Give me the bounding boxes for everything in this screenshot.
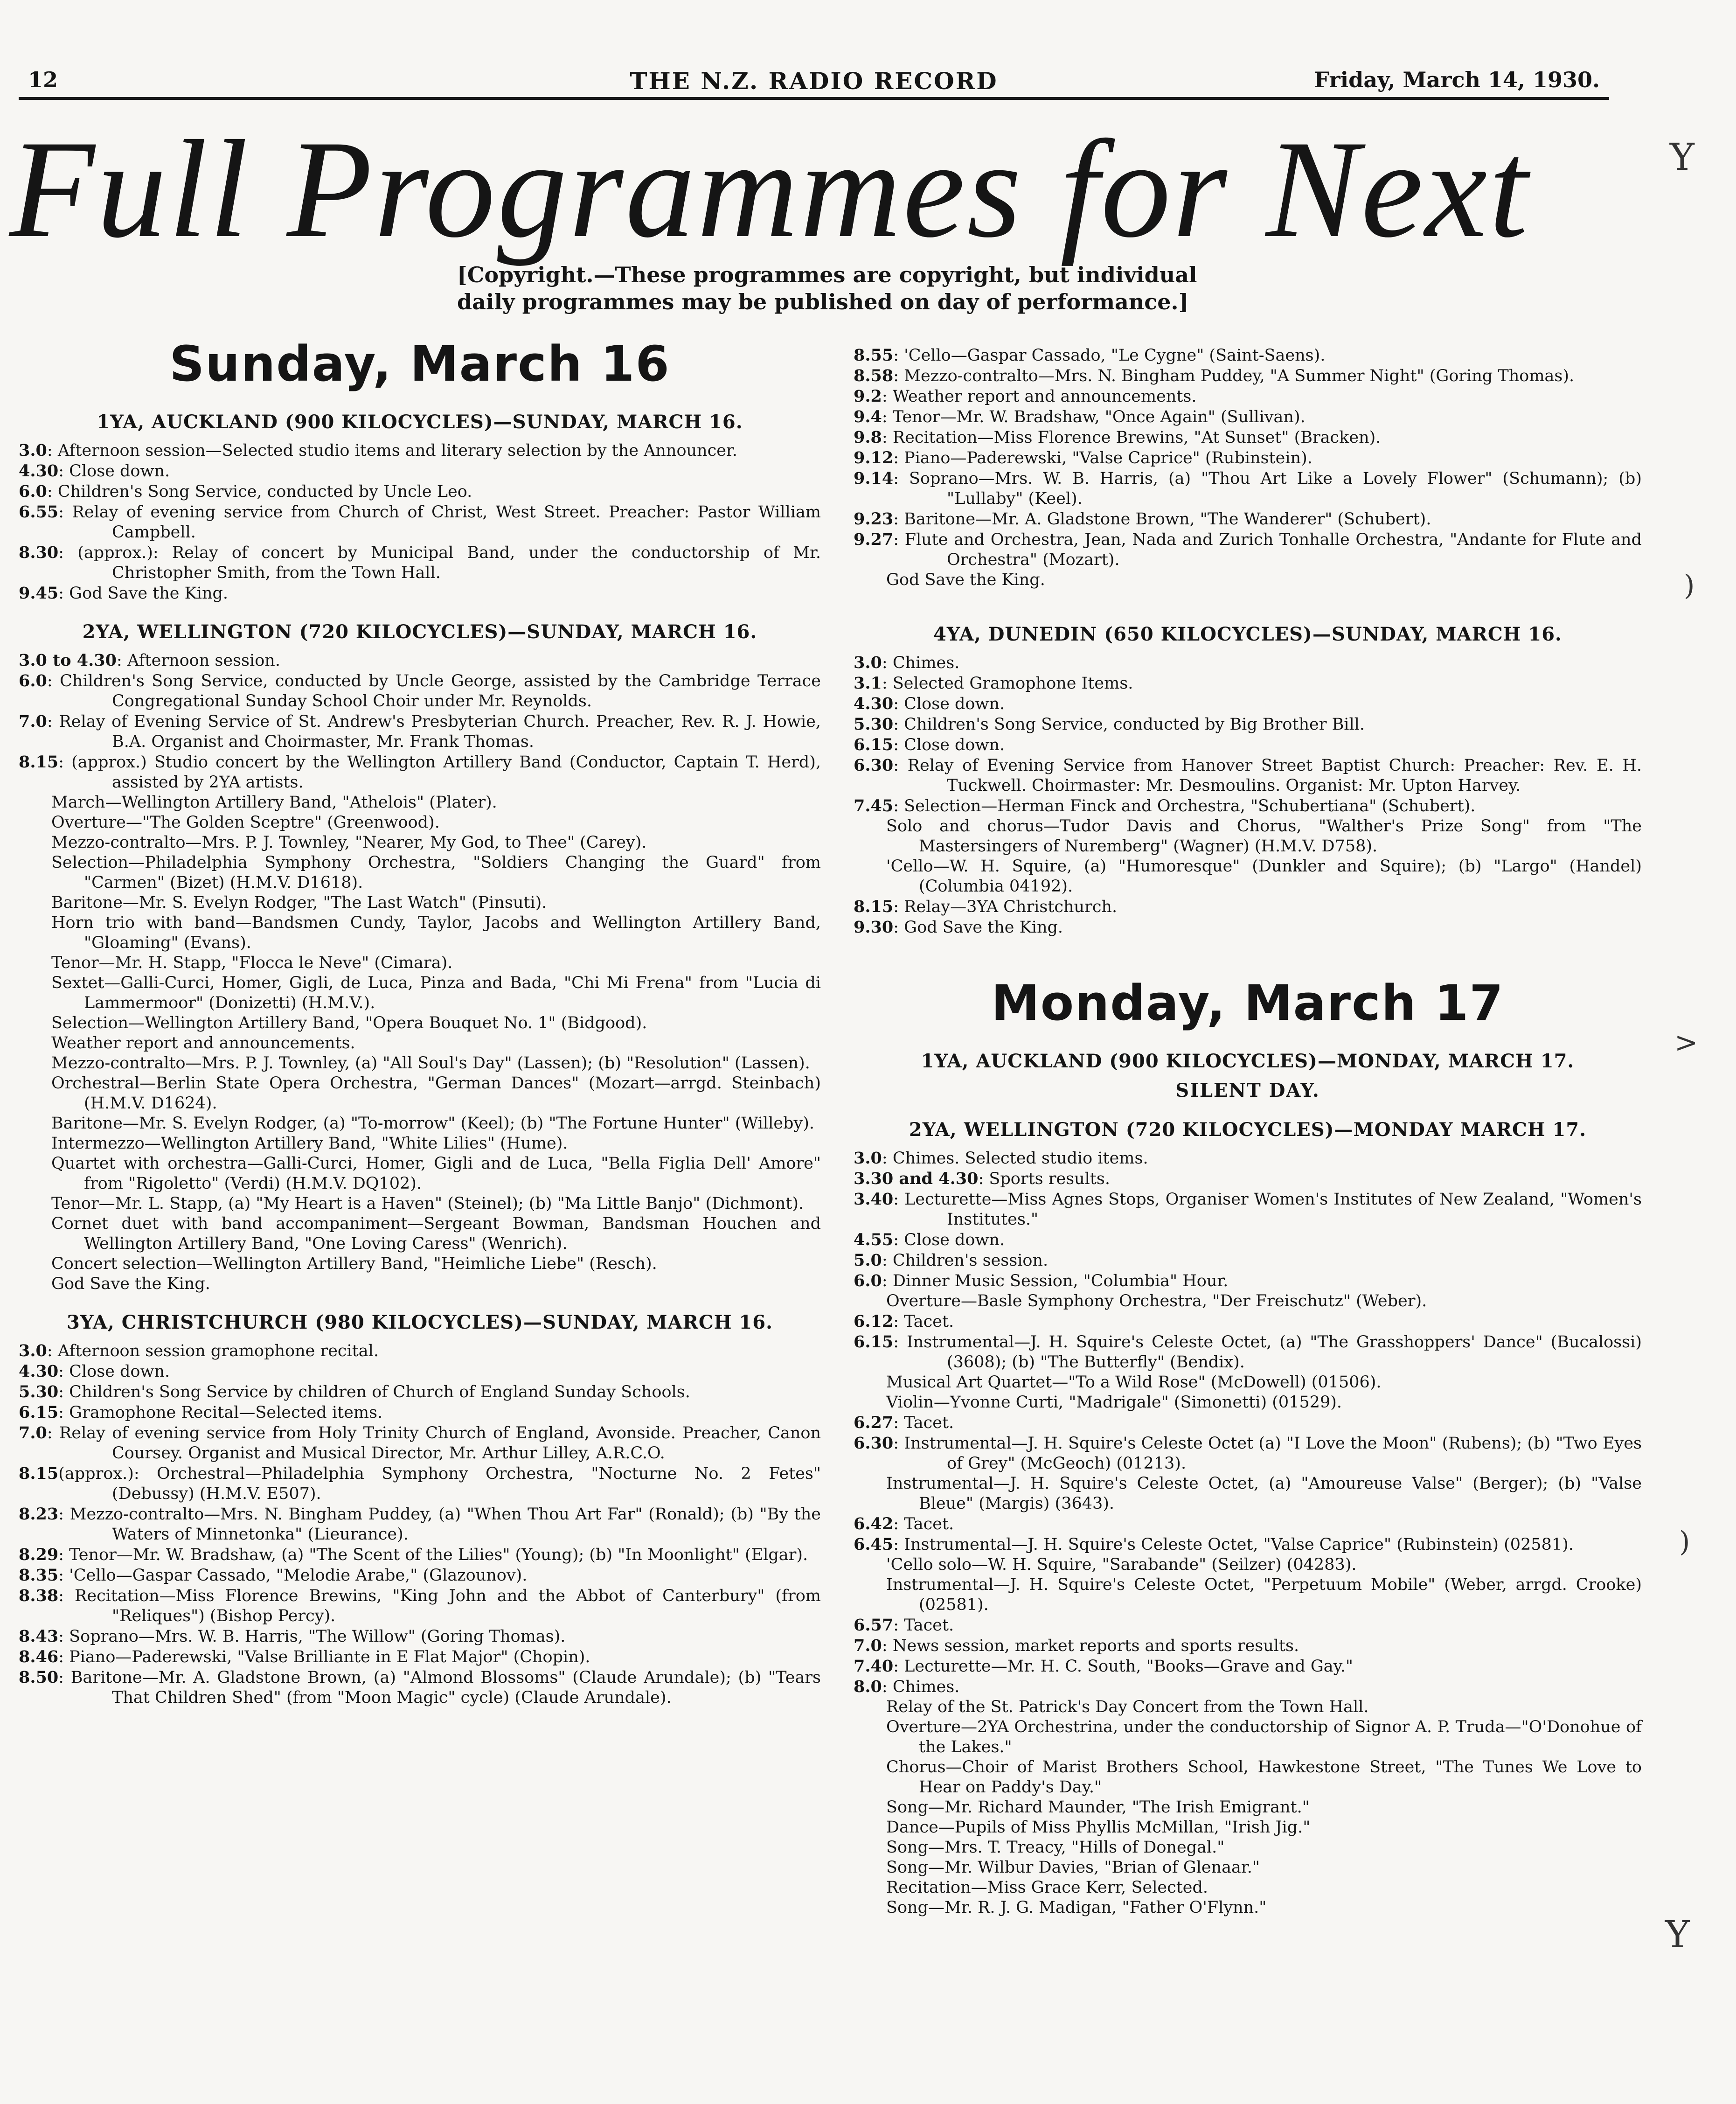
programme-item	[19, 913, 821, 953]
programme-text: : Relay—3YA Christchurch.	[893, 898, 1118, 916]
programme-text: Orchestral—Berlin State Opera Orchestra, "German Dances" (Mozart—arrgd. Steinbach) (H.M.V. D1624).	[51, 1074, 821, 1113]
programme-item	[19, 1274, 821, 1294]
sunday-heading: Sunday, March 16	[169, 335, 670, 392]
programme-text: Selection—Wellington Artillery Band, "Opera Bouquet No. 1" (Bidgood).	[51, 1014, 647, 1032]
programme-text: March—Wellington Artillery Band, "Athelois" (Plater).	[51, 793, 497, 812]
programme-item	[854, 468, 1642, 509]
programme-item	[19, 1073, 821, 1114]
programme-text: : Mezzo-contralto—Mrs. N. Bingham Puddey, "A Summer Night" (Goring Thomas).	[893, 367, 1575, 385]
programme-item	[854, 386, 1642, 407]
programme-text: Musical Art Quartet—"To a Wild Rose" (McDowell) (01506).	[886, 1373, 1382, 1392]
programme-item	[19, 1154, 821, 1194]
programme-time: 9.27	[854, 530, 894, 549]
programme-time: 3.30 and 4.30	[854, 1169, 979, 1188]
programme-text: : (approx.) Studio concert by the Wellington Artillery Band (Conductor, Captain T. Herd), assisted by 2YA artists.	[58, 753, 821, 792]
programme-text: Dance—Pupils of Miss Phyllis McMillan, "Irish Jig."	[886, 1818, 1311, 1837]
programme-time: 3.0 to 4.30	[19, 651, 117, 670]
programme-item	[19, 502, 821, 543]
programme-time: 8.15	[19, 752, 59, 772]
programme-item	[854, 1818, 1642, 1838]
programme-item	[854, 1372, 1642, 1393]
programme-time: 9.4	[854, 407, 882, 426]
programme-item	[19, 650, 821, 671]
programme-item	[854, 653, 1642, 673]
programme-time: 9.2	[854, 387, 882, 406]
programme-item	[854, 694, 1642, 714]
programme-item	[19, 1402, 821, 1423]
programme-text: : Flute and Orchestra, Jean, Nada and Zurich Tonhalle Orchestra, "Andante for Flute and Orchestra" (Mozart).	[893, 530, 1642, 569]
programme-text: Overture—Basle Symphony Orchestra, "Der Freischutz" (Weber).	[886, 1292, 1427, 1310]
programme-item	[854, 1189, 1642, 1230]
programme-text: : Instrumental—J. H. Squire's Celeste Octet (a) "I Love the Moon" (Rubens); (b) "Two Eyes of Grey" (McGeoch) (01213).	[893, 1434, 1642, 1473]
programme-time: 7.45	[854, 796, 894, 815]
programme-text: : Close down.	[893, 1231, 1005, 1249]
programme-time: 3.0	[19, 441, 47, 460]
programme-item	[854, 816, 1642, 857]
programme-item	[854, 1534, 1642, 1555]
programme-item	[19, 543, 821, 583]
programme-item	[19, 813, 821, 833]
programme-text: : Weather report and announcements.	[882, 387, 1197, 406]
programme-text: Song—Mrs. T. Treacy, "Hills of Donegal."	[886, 1838, 1225, 1857]
programme-time: 5.30	[19, 1382, 59, 1401]
programme-time: 8.38	[19, 1586, 59, 1605]
right-column	[854, 345, 1642, 1935]
programme-text: Sextet—Galli-Curci, Homer, Gigli, de Luca, Pinza and Bada, "Chi Mi Frena" from "Lucia di Lammermoor" (Donizetti) (H.M.V.).	[51, 974, 821, 1012]
programme-text: : Piano—Paderewski, "Valse Caprice" (Rubinstein).	[893, 449, 1312, 467]
programme-item	[854, 755, 1642, 796]
programme-list	[19, 1341, 821, 1708]
programme-text: : Children's Song Service, conducted by Big Brother Bill.	[893, 715, 1365, 734]
programme-text: : Sports results.	[978, 1170, 1111, 1188]
programme-item	[854, 1230, 1642, 1250]
programme-text: : Relay of evening service from Holy Trinity Church of England, Avonside. Preacher, Canon Coursey. Organist and Musical Director, Mr. Arthur Lilley, A.R.C.O.	[47, 1424, 821, 1463]
programme-text: : Lecturette—Miss Agnes Stops, Organiser Women's Institutes of New Zealand, "Women's Institutes."	[893, 1190, 1642, 1229]
programme-time: 9.30	[854, 918, 894, 937]
programme-time: 8.58	[854, 366, 894, 385]
programme-item	[854, 714, 1642, 735]
programme-item	[854, 529, 1642, 570]
programme-time: 4.30	[19, 461, 59, 481]
programme-item	[854, 1291, 1642, 1311]
programme-item	[854, 1677, 1642, 1697]
programme-text: Song—Mr. R. J. G. Madigan, "Father O'Flynn."	[886, 1898, 1267, 1917]
programme-text: Recitation—Miss Grace Kerr, Selected.	[886, 1878, 1208, 1897]
programme-text: : Close down.	[893, 736, 1005, 754]
programme-item	[19, 1341, 821, 1361]
programme-text: : Piano—Paderewski, "Valse Brilliante in E Flat Major" (Chopin).	[58, 1648, 590, 1666]
programme-time: 8.50	[19, 1668, 59, 1687]
programme-item	[19, 752, 821, 793]
programme-time: 8.35	[19, 1566, 59, 1585]
programme-text: God Save the King.	[886, 571, 1045, 589]
programme-item	[19, 953, 821, 973]
programme-time: 8.55	[854, 346, 894, 365]
programme-time: 8.15	[19, 1464, 59, 1483]
programme-text: : Children's Song Service by children of Church of England Sunday Schools.	[58, 1383, 690, 1401]
programme-item	[19, 1361, 821, 1382]
programme-time: 6.55	[19, 502, 59, 522]
programme-item	[19, 973, 821, 1013]
programme-text: Quartet with orchestra—Galli-Curci, Homer, Gigli and de Luca, "Bella Figlia Dell' Amore" from "Rigoletto" (Verdi) (H.M.V. DQ102).	[51, 1154, 821, 1193]
programme-time: 6.30	[854, 1434, 894, 1453]
programme-text: : Selection—Herman Finck and Orchestra, "Schubertiana" (Schubert).	[893, 797, 1476, 815]
programme-text: 'Cello solo—W. H. Squire, "Sarabande" (Seilzer) (04283).	[886, 1555, 1357, 1574]
programme-time: 6.57	[854, 1616, 894, 1635]
programme-list	[854, 1148, 1642, 1918]
programme-item	[19, 1013, 821, 1033]
programme-item	[19, 1586, 821, 1626]
programme-text: : Selected Gramophone Items.	[882, 674, 1133, 693]
station-4ya	[854, 623, 1642, 938]
programme-text: Baritone—Mr. S. Evelyn Rodger, (a) "To-morrow" (Keel); (b) "The Fortune Hunter" (Willeby).	[51, 1114, 814, 1133]
programme-text: : Tacet.	[893, 1616, 954, 1635]
programme-item	[854, 1514, 1642, 1534]
programme-text: : Afternoon session gramophone recital.	[47, 1342, 379, 1360]
margin-mark: >	[1674, 1026, 1698, 1059]
programme-text: Chorus—Choir of Marist Brothers School, Hawkestone Street, "The Tunes We Love to Hear on Paddy's Day."	[886, 1758, 1642, 1797]
programme-time: 6.0	[19, 671, 47, 690]
programme-text: Mezzo-contralto—Mrs. P. J. Townley, (a) "All Soul's Day" (Lassen); (b) "Resolution" (Lassen).	[51, 1054, 810, 1073]
programme-item	[854, 1169, 1642, 1189]
margin-mark: )	[1679, 1526, 1690, 1558]
programme-text: : Recitation—Miss Florence Brewins, "King John and the Abbot of Canterbury" (from "Reliques") (Bishop Percy).	[58, 1587, 821, 1625]
programme-item	[854, 1797, 1642, 1818]
programme-time: 9.8	[854, 428, 882, 447]
programme-text: Song—Mr. Richard Maunder, "The Irish Emigrant."	[886, 1798, 1310, 1817]
programme-text: Violin—Yvonne Curti, "Madrigale" (Simonetti) (01529).	[886, 1393, 1342, 1412]
left-column	[19, 336, 821, 1725]
programme-item	[854, 1332, 1642, 1372]
programme-time: 8.15	[854, 897, 894, 916]
station-title: 1YA, AUCKLAND (900 KILOCYCLES)—MONDAY, MARCH 17.	[921, 1050, 1575, 1072]
programme-item	[854, 1413, 1642, 1433]
programme-text: Tenor—Mr. H. Stapp, "Flocca le Neve" (Cimara).	[51, 954, 453, 972]
page-number: 12	[28, 67, 58, 92]
programme-text: 'Cello—W. H. Squire, (a) "Humoresque" (Dunkler and Squire); (b) "Largo" (Handel) (Columbia 04192).	[886, 857, 1642, 896]
station-block	[19, 411, 821, 604]
programme-item	[854, 1838, 1642, 1858]
programme-item	[19, 1565, 821, 1586]
programme-item	[19, 440, 821, 461]
programme-text: : Relay of Evening Service of St. Andrew's Presbyterian Church. Preacher, Rev. R. J. Howie, B.A. Organist and Choirmaster, Mr. Frank Thomas.	[47, 712, 821, 751]
programme-time: 8.43	[19, 1627, 59, 1646]
programme-item	[854, 1555, 1642, 1575]
publication-name: THE N.Z. RADIO RECORD	[630, 67, 998, 95]
programme-item	[854, 366, 1642, 386]
programme-time: 3.40	[854, 1190, 894, 1209]
programme-time: 3.0	[854, 1149, 882, 1168]
programme-text: God Save the King.	[51, 1275, 210, 1293]
programme-item	[19, 481, 821, 502]
programme-text: : Soprano—Mrs. W. B. Harris, (a) "Thou Art Like a Lovely Flower" (Schumann); (b) "Lullaby" (Keel).	[893, 469, 1642, 508]
station-block	[19, 1311, 821, 1708]
programme-item	[19, 1214, 821, 1254]
programme-item	[854, 735, 1642, 755]
programme-time: 9.45	[19, 584, 59, 603]
programme-time: 3.0	[854, 653, 882, 672]
programme-text: : Close down.	[58, 1362, 170, 1381]
station-title: 2YA, WELLINGTON (720 KILOCYCLES)—SUNDAY, MARCH 16.	[82, 621, 757, 643]
programme-text: : Gramophone Recital—Selected items.	[58, 1403, 383, 1422]
programme-text: Cornet duet with band accompaniment—Sergeant Bowman, Bandsman Houchen and Wellington Artillery Band, "One Loving Caress" (Wenrich).	[51, 1214, 821, 1253]
programme-time: 4.30	[19, 1362, 59, 1381]
programme-item	[19, 793, 821, 813]
programme-text: : Relay of evening service from Church of Christ, West Street. Preacher: Pastor William Campbell.	[58, 503, 821, 542]
programme-text: : Afternoon session.	[117, 651, 280, 670]
programme-text: Song—Mr. Wilbur Davies, "Brian of Glenaar."	[886, 1858, 1260, 1877]
programme-item	[19, 893, 821, 913]
programme-text: : God Save the King.	[58, 584, 229, 603]
issue-date: Friday, March 14, 1930.	[1314, 67, 1600, 92]
programme-text: Mezzo-contralto—Mrs. P. J. Townley, "Nearer, My God, to Thee" (Carey).	[51, 833, 647, 852]
silent-day-label: SILENT DAY.	[1175, 1080, 1320, 1101]
programme-text: Horn trio with band—Bandsmen Cundy, Taylor, Jacobs and Wellington Artillery Band, "Gloaming" (Evans).	[51, 913, 821, 952]
programme-text: Overture—2YA Orchestrina, under the conductorship of Signor A. P. Truda—"O'Donohue of the Lakes."	[886, 1718, 1642, 1756]
programme-text: : Mezzo-contralto—Mrs. N. Bingham Puddey, (a) "When Thou Art Far" (Ronald); (b) "By the Waters of Minnetonka" (Lieurance).	[58, 1505, 821, 1544]
programme-time: 6.27	[854, 1413, 894, 1432]
programme-item	[19, 1053, 821, 1073]
programme-text: Instrumental—J. H. Squire's Celeste Octet, "Perpetuum Mobile" (Weber, arrgd. Crooke) (02581).	[886, 1575, 1642, 1614]
programme-text: : (approx.): Relay of concert by Municipal Band, under the conductorship of Mr. Christopher Smith, from the Town Hall.	[58, 543, 821, 582]
station-1ya-monday	[854, 1050, 1642, 1101]
station-3ya-continued	[854, 345, 1642, 590]
programme-text: : Afternoon session—Selected studio items and literary selection by the Announcer.	[47, 441, 737, 460]
programme-text: Concert selection—Wellington Artillery Band, "Heimliche Liebe" (Resch).	[51, 1254, 657, 1273]
station-title: 2YA, WELLINGTON (720 KILOCYCLES)—MONDAY MARCH 17.	[909, 1119, 1587, 1141]
programme-text: : Baritone—Mr. A. Gladstone Brown, (a) "Almond Blossoms" (Claude Arundale); (b) "Tears That Children Shed" (from "Moon Magic" cycle) (Claude Arundale).	[58, 1668, 821, 1707]
programme-item	[19, 671, 821, 711]
programme-time: 6.42	[854, 1514, 894, 1533]
station-block	[19, 620, 821, 1294]
programme-text: Intermezzo—Wellington Artillery Band, "White Lilies" (Hume).	[51, 1134, 568, 1153]
programme-time: 7.40	[854, 1657, 894, 1676]
programme-time: 6.15	[854, 1332, 894, 1352]
programme-text: : Baritone—Mr. A. Gladstone Brown, "The Wanderer" (Schubert).	[893, 510, 1431, 529]
programme-item	[854, 1757, 1642, 1797]
monday-heading: Monday, March 17	[991, 975, 1504, 1031]
programme-item	[854, 509, 1642, 529]
programme-time: 9.23	[854, 509, 894, 529]
station-title: 4YA, DUNEDIN (650 KILOCYCLES)—SUNDAY, MARCH 16.	[933, 623, 1562, 645]
programme-time: 8.30	[19, 543, 59, 562]
programme-item	[854, 1898, 1642, 1918]
programme-text: Solo and chorus—Tudor Davis and Chorus, "Walther's Prize Song" from "The Mastersingers of Nuremberg" (Wagner) (H.M.V. D758).	[886, 817, 1642, 856]
programme-time: 7.0	[19, 712, 47, 731]
programme-item	[854, 917, 1642, 938]
programme-item	[19, 1382, 821, 1402]
programme-time: 6.12	[854, 1312, 894, 1331]
programme-text: : Tenor—Mr. W. Bradshaw, "Once Again" (Sullivan).	[882, 408, 1305, 426]
programme-item	[854, 1697, 1642, 1717]
programme-text: : Children's Song Service, conducted by Uncle Leo.	[47, 482, 472, 501]
programme-list	[19, 650, 821, 1294]
programme-item	[19, 1194, 821, 1214]
programme-text: : Tacet.	[893, 1414, 954, 1432]
programme-text: : Children's session.	[882, 1251, 1049, 1270]
programme-text: Baritone—Mr. S. Evelyn Rodger, "The Last Watch" (Pinsuti).	[51, 893, 547, 912]
programme-item	[854, 1636, 1642, 1656]
programme-time: 9.12	[854, 448, 894, 467]
programme-time: 8.0	[854, 1677, 882, 1696]
programme-time: 4.30	[854, 694, 894, 713]
programme-time: 5.0	[854, 1251, 882, 1270]
programme-text: : Tenor—Mr. W. Bradshaw, (a) "The Scent of the Lilies" (Young); (b) "In Moonlight" (Elgar).	[58, 1546, 808, 1564]
programme-item	[19, 711, 821, 752]
programme-list	[19, 440, 821, 604]
programme-item	[854, 407, 1642, 427]
programme-item	[19, 1504, 821, 1545]
programme-item	[19, 461, 821, 481]
programme-item	[854, 1615, 1642, 1636]
programme-text: : Children's Song Service, conducted by Uncle George, assisted by the Cambridge Terrace Congregational Sunday School Choir under Mr. Reynolds.	[47, 672, 821, 711]
programme-item	[854, 796, 1642, 816]
programme-item	[854, 857, 1642, 897]
programme-item	[19, 853, 821, 893]
programme-text: : Relay of Evening Service from Hanover Street Baptist Church: Preacher: Rev. E. H. Tuckwell. Choirmaster: Mr. Desmoulins. Organist: Mr. Upton Harvey.	[893, 756, 1642, 795]
programme-text: : News session, market reports and sports results.	[882, 1637, 1299, 1655]
programme-time: 7.0	[854, 1636, 882, 1655]
station-title: 3YA, CHRISTCHURCH (980 KILOCYCLES)—SUNDAY, MARCH 16.	[66, 1311, 773, 1333]
programme-list	[854, 345, 1642, 590]
programme-item	[854, 448, 1642, 468]
station-2ya-monday	[854, 1118, 1642, 1918]
programme-text: : 'Cello—Gaspar Cassado, "Le Cygne" (Saint-Saens).	[893, 346, 1326, 365]
copyright-notice: [Copyright.—These programmes are copyright, but individual daily programmes may be published on day of performance.]	[457, 262, 1197, 314]
programme-text: Selection—Philadelphia Symphony Orchestra, "Soldiers Changing the Guard" from "Carmen" (Bizet) (H.M.V. D1618).	[51, 853, 821, 892]
margin-mark: )	[1684, 569, 1695, 602]
programme-time: 8.29	[19, 1545, 59, 1564]
programme-text: Relay of the St. Patrick's Day Concert from the Town Hall.	[886, 1698, 1369, 1716]
programme-time: 7.0	[19, 1423, 47, 1442]
programme-item	[854, 1148, 1642, 1169]
programme-item	[854, 1433, 1642, 1474]
programme-text: : Chimes.	[882, 1678, 960, 1696]
programme-time: 6.15	[854, 735, 894, 754]
programme-item	[19, 1114, 821, 1134]
programme-item	[854, 1271, 1642, 1291]
margin-mark: Y	[1670, 135, 1694, 179]
programme-text: : Soprano—Mrs. W. B. Harris, "The Willow" (Goring Thomas).	[58, 1627, 566, 1646]
programme-text: Instrumental—J. H. Squire's Celeste Octet, (a) "Amoureuse Valse" (Berger); (b) "Valse Bleue" (Margis) (3643).	[886, 1474, 1642, 1513]
station-title: 1YA, AUCKLAND (900 KILOCYCLES)—SUNDAY, MARCH 16.	[97, 411, 743, 433]
programme-text: : Lecturette—Mr. H. C. South, "Books—Grave and Gay."	[893, 1657, 1354, 1676]
programme-time: 3.1	[854, 674, 882, 693]
programme-item	[854, 427, 1642, 448]
programme-time: 6.15	[19, 1403, 59, 1422]
programme-item	[19, 1423, 821, 1463]
programme-time: 6.30	[854, 756, 894, 775]
programme-item	[19, 1463, 821, 1504]
page-header	[19, 60, 1609, 100]
margin-mark: Y	[1665, 1913, 1690, 1956]
programme-text: : Dinner Music Session, "Columbia" Hour.	[882, 1272, 1229, 1290]
programme-time: 5.30	[854, 715, 894, 734]
programme-list	[854, 653, 1642, 938]
programme-text: : 'Cello—Gaspar Cassado, "Melodie Arabe," (Glazounov).	[58, 1566, 528, 1585]
programme-item	[19, 1667, 821, 1708]
programme-text: Weather report and announcements.	[51, 1034, 355, 1052]
programme-item	[19, 1545, 821, 1565]
programme-text: (approx.): Orchestral—Philadelphia Symphony Orchestra, "Nocturne No. 2 Fetes" (Debussy) (H.M.V. E507).	[58, 1464, 821, 1503]
sunday-stations	[19, 411, 821, 1708]
programme-item	[854, 897, 1642, 917]
programme-item	[854, 1474, 1642, 1514]
programme-item	[19, 1626, 821, 1647]
programme-item	[19, 583, 821, 604]
programme-item	[854, 1250, 1642, 1271]
programme-item	[19, 1134, 821, 1154]
programme-time: 8.46	[19, 1647, 59, 1666]
programme-time: 6.45	[854, 1535, 894, 1554]
programme-item	[854, 345, 1642, 366]
programme-text: : Close down.	[58, 462, 170, 481]
programme-text: : Chimes.	[882, 654, 960, 672]
programme-time: 6.0	[19, 482, 47, 501]
programme-item	[19, 833, 821, 853]
programme-time: 3.0	[19, 1341, 47, 1360]
programme-item	[854, 1575, 1642, 1615]
programme-item	[854, 673, 1642, 694]
programme-item	[19, 1647, 821, 1667]
headline: Full Programmes for Next	[9, 111, 1530, 266]
programme-text: : Close down.	[893, 695, 1005, 713]
programme-text: : God Save the King.	[893, 918, 1063, 937]
programme-text: : Tacet.	[893, 1312, 954, 1331]
programme-item	[854, 1717, 1642, 1757]
programme-item	[854, 570, 1642, 590]
programme-item	[19, 1254, 821, 1274]
programme-text: : Chimes. Selected studio items.	[882, 1149, 1148, 1168]
programme-text: Tenor—Mr. L. Stapp, (a) "My Heart is a Haven" (Steinel); (b) "Ma Little Banjo" (Dichmont).	[51, 1194, 804, 1213]
programme-item	[854, 1656, 1642, 1677]
programme-item	[854, 1878, 1642, 1898]
programme-time: 4.55	[854, 1230, 894, 1249]
programme-item	[854, 1311, 1642, 1332]
programme-text: : Recitation—Miss Florence Brewins, "At Sunset" (Bracken).	[882, 428, 1381, 447]
programme-text: : Instrumental—J. H. Squire's Celeste Octet, (a) "The Grasshoppers' Dance" (Bucalossi) (3608); (b) "The Butterfly" (Bendix).	[893, 1333, 1642, 1372]
programme-time: 8.23	[19, 1505, 59, 1524]
programme-text: : Instrumental—J. H. Squire's Celeste Octet, "Valse Caprice" (Rubinstein) (02581).	[893, 1535, 1574, 1554]
programme-text: : Tacet.	[893, 1515, 954, 1533]
programme-time: 6.0	[854, 1271, 882, 1290]
programme-item	[854, 1858, 1642, 1878]
programme-item	[19, 1033, 821, 1053]
programme-text: Overture—"The Golden Sceptre" (Greenwood).	[51, 813, 440, 832]
programme-time: 9.14	[854, 469, 894, 488]
programme-item	[854, 1393, 1642, 1413]
